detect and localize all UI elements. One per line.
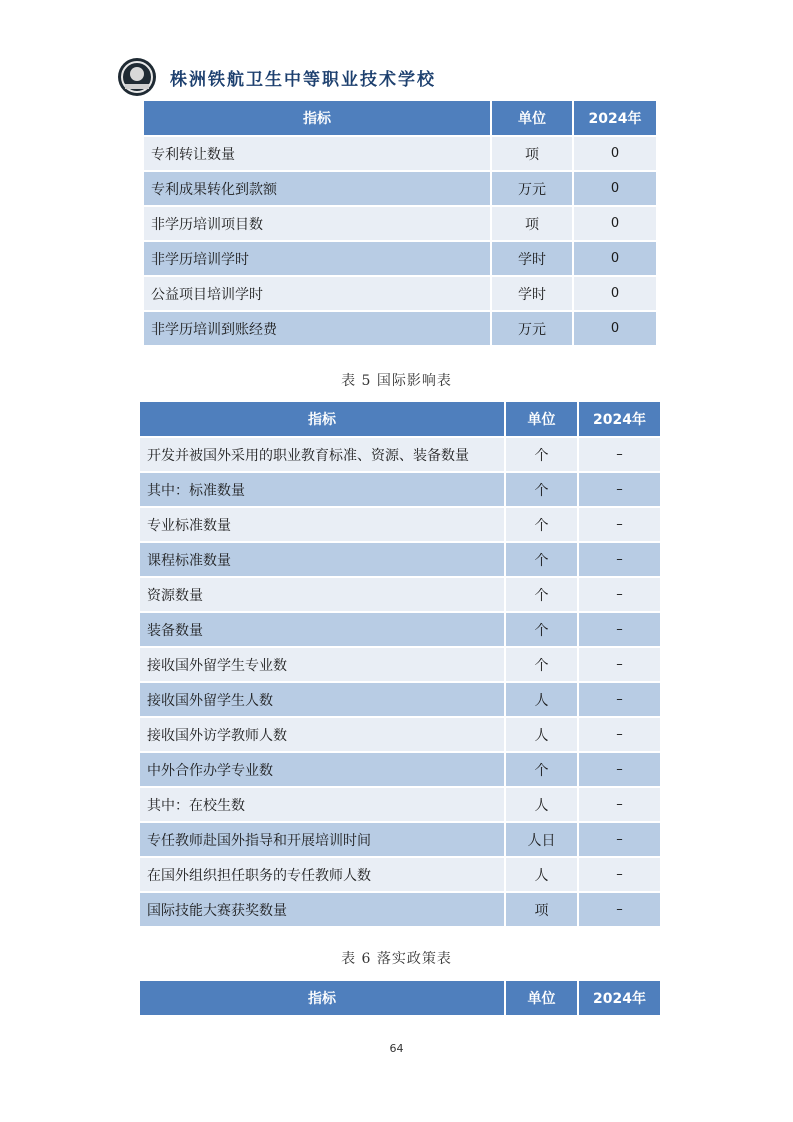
unit-cell: 项 — [492, 135, 574, 170]
indicator-cell: 接收国外留学生人数 — [140, 681, 506, 716]
indicator-cell: 课程标准数量 — [140, 541, 506, 576]
value-cell: – — [579, 611, 660, 646]
unit-cell: 人 — [506, 856, 579, 891]
column-header-unit: 单位 — [506, 402, 579, 436]
indicator-cell: 资源数量 — [140, 576, 506, 611]
page-number: 64 — [389, 1042, 404, 1055]
indicator-cell: 非学历培训学时 — [144, 240, 492, 275]
value-cell: – — [579, 541, 660, 576]
value-cell: 0 — [574, 170, 656, 205]
indicator-cell: 非学历培训到账经费 — [144, 310, 492, 345]
table-row — [140, 751, 660, 786]
indicator-cell: 专利转让数量 — [144, 135, 492, 170]
table-row — [140, 471, 660, 506]
indicator-cell: 装备数量 — [140, 611, 506, 646]
unit-cell: 项 — [506, 891, 579, 926]
value-cell: – — [579, 681, 660, 716]
value-cell: 0 — [574, 205, 656, 240]
unit-cell: 人 — [506, 786, 579, 821]
unit-cell: 项 — [492, 205, 574, 240]
unit-cell: 个 — [506, 436, 579, 471]
table-6-caption: 表 6 落实政策表 — [341, 951, 452, 967]
table-row — [140, 856, 660, 891]
value-cell: – — [579, 646, 660, 681]
column-header-year: 2024年 — [574, 101, 656, 135]
value-cell: – — [579, 716, 660, 751]
table-row — [144, 275, 656, 310]
table-row — [144, 170, 656, 205]
unit-cell: 学时 — [492, 240, 574, 275]
unit-cell: 万元 — [492, 310, 574, 345]
column-header-unit: 单位 — [506, 981, 579, 1015]
value-cell: – — [579, 891, 660, 926]
unit-cell: 个 — [506, 471, 579, 506]
value-cell: 0 — [574, 310, 656, 345]
indicator-cell: 其中：标准数量 — [140, 471, 506, 506]
table-row — [140, 716, 660, 751]
column-header-indicator: 指标 — [140, 981, 506, 1015]
value-cell: – — [579, 436, 660, 471]
indicator-cell: 专业标准数量 — [140, 506, 506, 541]
indicator-cell: 中外合作办学专业数 — [140, 751, 506, 786]
indicator-cell: 开发并被国外采用的职业教育标准、资源、装备数量 — [140, 436, 506, 471]
value-cell: – — [579, 576, 660, 611]
unit-cell: 人 — [506, 716, 579, 751]
table-row — [144, 240, 656, 275]
table-6 — [140, 981, 660, 1015]
unit-cell: 个 — [506, 506, 579, 541]
indicator-cell: 接收国外访学教师人数 — [140, 716, 506, 751]
indicator-cell: 公益项目培训学时 — [144, 275, 492, 310]
table-row — [140, 541, 660, 576]
table-row — [144, 205, 656, 240]
value-cell: – — [579, 786, 660, 821]
table-row — [140, 436, 660, 471]
unit-cell: 个 — [506, 646, 579, 681]
table-6-header-row — [140, 981, 660, 1015]
table-row — [140, 576, 660, 611]
table-5-header-row — [140, 402, 660, 436]
indicator-cell: 非学历培训项目数 — [144, 205, 492, 240]
indicator-cell: 其中：在校生数 — [140, 786, 506, 821]
table-row — [140, 506, 660, 541]
table-row — [140, 681, 660, 716]
unit-cell: 人 — [506, 681, 579, 716]
table-row — [140, 786, 660, 821]
document-header — [118, 56, 436, 98]
table-4 — [144, 101, 656, 345]
table-row — [144, 135, 656, 170]
table-row — [140, 611, 660, 646]
value-cell: – — [579, 506, 660, 541]
table-row — [140, 891, 660, 926]
value-cell: 0 — [574, 135, 656, 170]
table-row — [144, 310, 656, 345]
table-5 — [140, 402, 660, 926]
unit-cell: 个 — [506, 611, 579, 646]
unit-cell: 个 — [506, 541, 579, 576]
column-header-unit: 单位 — [492, 101, 574, 135]
table-5-caption: 表 5 国际影响表 — [341, 373, 452, 389]
table-4-header-row — [144, 101, 656, 135]
school-logo — [118, 58, 156, 96]
value-cell: – — [579, 751, 660, 786]
indicator-cell: 在国外组织担任职务的专任教师人数 — [140, 856, 506, 891]
column-header-indicator: 指标 — [144, 101, 492, 135]
unit-cell: 个 — [506, 751, 579, 786]
indicator-cell: 接收国外留学生专业数 — [140, 646, 506, 681]
table-row — [140, 821, 660, 856]
indicator-cell: 专任教师赴国外指导和开展培训时间 — [140, 821, 506, 856]
indicator-cell: 专利成果转化到款额 — [144, 170, 492, 205]
indicator-cell: 国际技能大赛获奖数量 — [140, 891, 506, 926]
table-row — [140, 646, 660, 681]
value-cell: – — [579, 821, 660, 856]
column-header-year: 2024年 — [579, 981, 660, 1015]
value-cell: – — [579, 856, 660, 891]
value-cell: – — [579, 471, 660, 506]
column-header-indicator: 指标 — [140, 402, 506, 436]
unit-cell: 人日 — [506, 821, 579, 856]
value-cell: 0 — [574, 240, 656, 275]
unit-cell: 万元 — [492, 170, 574, 205]
value-cell: 0 — [574, 275, 656, 310]
unit-cell: 个 — [506, 576, 579, 611]
column-header-year: 2024年 — [579, 402, 660, 436]
school-name: 株洲铁航卫生中等职业技术学校 — [170, 69, 436, 90]
unit-cell: 学时 — [492, 275, 574, 310]
